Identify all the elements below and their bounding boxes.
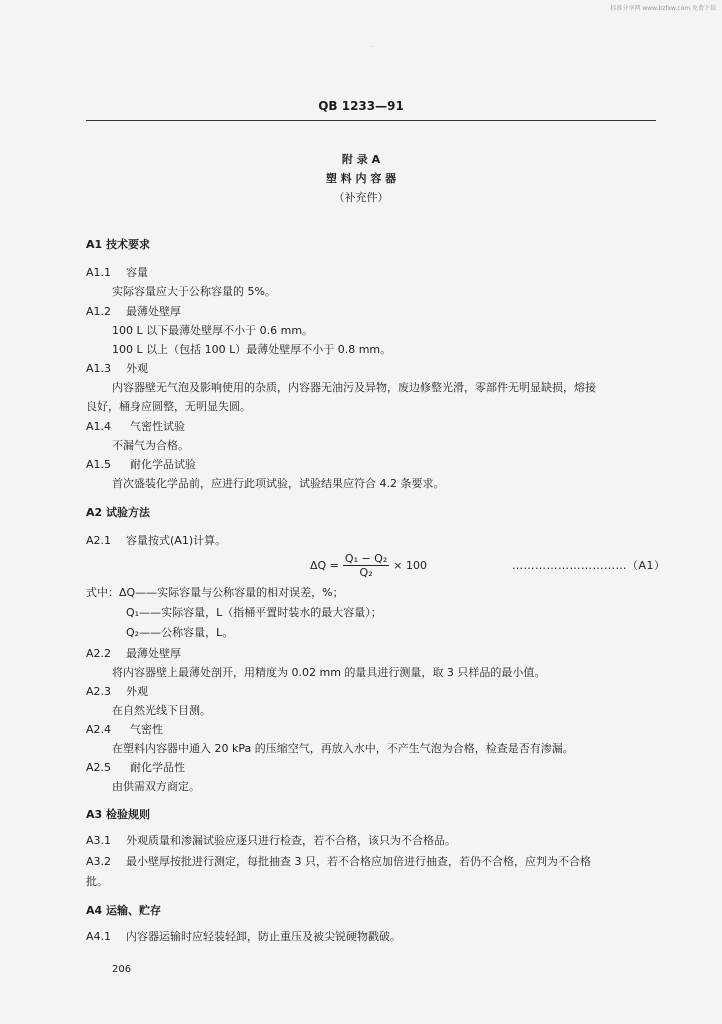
clause-text: 不漏气为合格。	[112, 439, 189, 452]
clause-title: 耐化学品试验	[130, 458, 196, 471]
clause-title: 外观	[126, 362, 148, 375]
clause-label: A2.3	[86, 685, 112, 698]
appendix-note: （补充件）	[333, 191, 389, 204]
clause-label: A1.1	[86, 266, 112, 279]
clause-text: 内容器壁无气泡及影响使用的杂质，内容器无油污及异物，废边修整光滑，零部件无明显缺损，熔接	[112, 381, 596, 394]
section-heading-a4: A4 运输、贮存	[86, 904, 161, 917]
clause-text: 最小壁厚按批进行测定，每批抽查 3 只，若不合格应加倍进行抽查，若仍不合格，应判为不合格	[126, 855, 591, 868]
clause-text: 内容器运输时应轻装轻卸，防止重压及被尖锐硬物戳破。	[126, 930, 401, 943]
clause-text: 首次盛装化学品前，应进行此项试验，试验结果应符合 4.2 条要求。	[112, 477, 445, 490]
equation-number: …………………………（A1）	[512, 559, 666, 572]
clause-label: A1.3	[86, 362, 112, 375]
section-heading-a2: A2 试验方法	[86, 506, 150, 519]
clause-text: 由供需双方商定。	[112, 780, 200, 793]
clause-label: A2.1	[86, 534, 112, 547]
clause-text: 良好，桶身应圆整，无明显失圆。	[86, 400, 251, 413]
clause-title: 容量按式(A1)计算。	[126, 534, 227, 547]
clause-label: A1.5	[86, 458, 112, 471]
clause-label: A1.4	[86, 420, 112, 433]
formula-fraction	[343, 552, 389, 579]
clause-text: 100 L 以上（包括 100 L）最薄处壁厚不小于 0.8 mm。	[112, 343, 392, 356]
clause-label: A1.2	[86, 305, 112, 318]
appendix-subtitle: 塑 料 内 容 器	[325, 172, 397, 185]
clause-title: 气密性	[130, 723, 163, 736]
formula-numerator: Q₁ − Q₂	[344, 552, 388, 565]
where-line: Q₂——公称容量，L。	[126, 626, 234, 639]
clause-title: 气密性试验	[130, 420, 185, 433]
formula-denominator: Q₂	[359, 566, 373, 579]
where-line: 式中：ΔQ——实际容量与公称容量的相对误差，%；	[86, 586, 344, 599]
clause-label: A3.2	[86, 855, 112, 868]
page-header: QB 1233—91	[318, 99, 404, 113]
clause-label: A2.4	[86, 723, 112, 736]
appendix-title: 附 录 A	[341, 153, 381, 166]
clause-label: A2.5	[86, 761, 112, 774]
clause-text: 实际容量应大于公称容量的 5%。	[112, 285, 276, 298]
clause-title: 容量	[126, 266, 148, 279]
page-number: 206	[112, 964, 132, 975]
clause-text: 100 L 以下最薄处壁厚不小于 0.6 mm。	[112, 324, 314, 337]
clause-text: 在自然光线下目测。	[112, 704, 211, 717]
clause-text: 外观质量和渗漏试验应逐只进行检查，若不合格，该只为不合格品。	[126, 834, 456, 847]
clause-title: 最薄处壁厚	[126, 305, 181, 318]
formula-rhs: × 100	[393, 559, 427, 572]
formula-a1	[310, 552, 427, 579]
formula-lhs: ΔQ =	[310, 559, 339, 572]
clause-label: A2.2	[86, 647, 112, 660]
scan-dot: ·	[371, 44, 373, 51]
clause-title: 耐化学品性	[130, 761, 185, 774]
where-line: Q₁——实际容量，L（指桶平置时装水的最大容量）；	[126, 606, 382, 619]
clause-label: A3.1	[86, 834, 112, 847]
clause-title: 最薄处壁厚	[126, 647, 181, 660]
clause-text: 将内容器壁上最薄处剖开，用精度为 0.02 mm 的量具进行测量，取 3 只样品的最小值。	[112, 666, 546, 679]
clause-text: 在塑料内容器中通入 20 kPa 的压缩空气，再放入水中，不产生气泡为合格，检查是否有渗漏。	[112, 742, 574, 755]
section-heading-a3: A3 检验规则	[86, 808, 150, 821]
section-heading-a1: A1 技术要求	[86, 238, 150, 251]
clause-text: 批。	[86, 875, 108, 888]
clause-label: A4.1	[86, 930, 112, 943]
header-rule	[86, 120, 656, 121]
clause-title: 外观	[126, 685, 148, 698]
watermark: 标准分享网 www.bzfxw.com 免费下载	[610, 5, 716, 12]
